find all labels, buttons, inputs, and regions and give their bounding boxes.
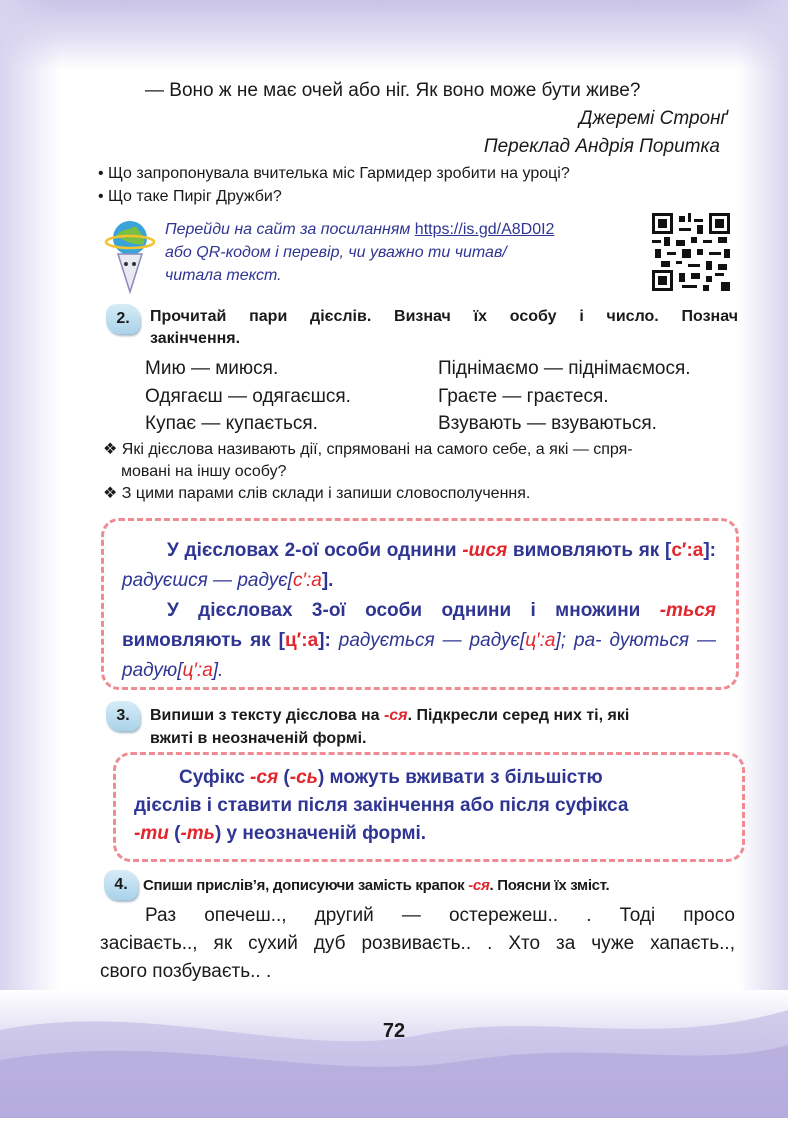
suffix-shsia: -шся: [462, 540, 508, 561]
proverb-line: свого позбуваєть.. .: [100, 961, 272, 982]
rule-1-span: ]:: [318, 630, 339, 651]
qr-note: [165, 218, 645, 287]
rule-1-span: як [: [638, 540, 672, 561]
task-2-instruction-line2: закінчення.: [150, 330, 241, 347]
rule-1-span: вимовляють як [: [122, 630, 285, 651]
pair-item: Взувають — взуваються.: [438, 413, 657, 434]
translator: Переклад Андрія Поритка: [483, 136, 720, 157]
example-text: ]; ра-: [555, 630, 602, 651]
suffix-t: -ть: [180, 823, 215, 844]
pair-item: Граєте — граєтеся.: [438, 385, 609, 407]
pair-item: Одягаєш — одягаєшся.: [145, 385, 351, 407]
dialogue-line: — Воно ж не має очей або ніг. Як воно може бути живе?: [145, 80, 641, 101]
rule-1-span: вимовляють: [507, 540, 633, 561]
rule-1-span: У дієсловах 2-ої особи однини: [167, 540, 463, 561]
suffix-sia: -ся: [383, 707, 408, 724]
task-4-span: Спиши прислів’я, дописуючи замість крапок: [143, 877, 469, 894]
example-text: дуються — радую[: [122, 630, 717, 681]
right-ornament: [738, 0, 788, 1118]
globe-mascot-icon: [100, 216, 160, 296]
example-text: радуєшся — радує[: [122, 570, 293, 591]
task-3-instruction: [150, 704, 738, 750]
task-3-span: Випиши з тексту дієслова на: [150, 707, 384, 724]
example-text: ].: [212, 660, 224, 681]
sound-transcription: ц′:а: [525, 630, 556, 651]
task-3-span: . Підкресли серед них ті, які: [407, 707, 630, 724]
bottom-ornament: [0, 990, 788, 1118]
task-2-instruction-line1: Прочитай пари дієслів. Визнач їх особу і число. Познач: [150, 308, 738, 325]
rule-2-span: (: [278, 767, 290, 788]
task-3-number: 3.: [106, 701, 140, 731]
proverb-line: Раз опечеш.., другий — остережеш.. . Тоді просо: [145, 905, 735, 926]
rule-1-span: ].: [321, 570, 334, 591]
bullet-line: мовані на іншу особу?: [121, 463, 287, 480]
pair-item: Мию — миюся.: [145, 358, 279, 379]
task-2-pairs-left: [145, 355, 435, 438]
qr-note-line2: або QR-кодом і перевір, чи уважно ти читав/: [165, 244, 507, 261]
suffix-sia: -ся: [250, 767, 279, 788]
qr-note-prefix: Перейди на сайт за посиланням: [165, 221, 415, 238]
example-text: радується — радує[: [338, 630, 526, 651]
sound-transcription: ц′:а: [285, 630, 319, 651]
suffix-s: -сь: [289, 767, 318, 788]
task-4-text: [100, 902, 735, 986]
sound-transcription: с′:а: [292, 570, 322, 591]
task-4-instruction: [143, 875, 743, 897]
suffix-tsia: -ться: [659, 600, 716, 621]
suffix-sia: -ся: [468, 877, 490, 894]
page-number: 72: [382, 1020, 406, 1042]
rule-2-line2: дієслів і ставити після закінчення або після суфікса: [134, 795, 629, 816]
rule-2-span: ) можуть вживати з більшістю: [317, 767, 603, 788]
bottom-wave-ornament: [0, 990, 788, 1118]
proverb-line: засіваєть.., як сухий дуб розвиваєть.. . Хто за чуже хапаєть..,: [100, 933, 735, 954]
bullet-line: ❖ З цими парами слів склади і запиши словосполучення.: [103, 485, 531, 502]
pair-item: Купає — купається.: [145, 413, 318, 434]
bullet-line: ❖ Які дієслова називають дії, спрямовані на самого себе, а які — спря-: [103, 441, 633, 458]
task-4-span: . Поясни їх зміст.: [489, 877, 610, 894]
qr-code-icon[interactable]: [652, 213, 730, 291]
rule-1-text: [122, 536, 716, 686]
rule-1-span: ]:: [703, 540, 717, 561]
pair-item: Піднімаємо — піднімаємося.: [438, 358, 691, 379]
task-2-bullets: [103, 439, 743, 505]
sound-transcription: ц′:а: [182, 660, 213, 681]
question-1: • Що запропонувала вчителька міс Гармидер зробити на уроці?: [98, 165, 570, 182]
rule-2-span: Суфікс: [179, 767, 251, 788]
rule-2-text: [134, 764, 732, 848]
rule-1-example: [122, 570, 322, 591]
qr-link[interactable]: https://is.gd/A8D0I2: [414, 221, 555, 238]
rule-2-span: ) у неозначеній формі.: [214, 823, 427, 844]
top-ornament: [0, 0, 788, 70]
sound-transcription: с′:а: [671, 540, 704, 561]
left-ornament: [0, 0, 60, 1118]
question-2: • Що таке Пиріг Дружби?: [98, 188, 282, 205]
rule-1-span: У дієсловах 3-ої особи однини і множини: [167, 600, 660, 621]
rule-2-span: (: [168, 823, 181, 844]
author: Джеремі Стронґ: [579, 108, 727, 129]
task-4-number: 4.: [104, 870, 138, 900]
task-2-number: 2.: [106, 304, 140, 334]
task-3-line2: вжиті в неозначеній формі.: [150, 730, 367, 747]
suffix-ty: -ти: [134, 823, 169, 844]
qr-note-line3: читала текст.: [165, 267, 282, 284]
task-2-pairs-right: [438, 355, 738, 438]
task-2-instruction: [150, 306, 738, 350]
